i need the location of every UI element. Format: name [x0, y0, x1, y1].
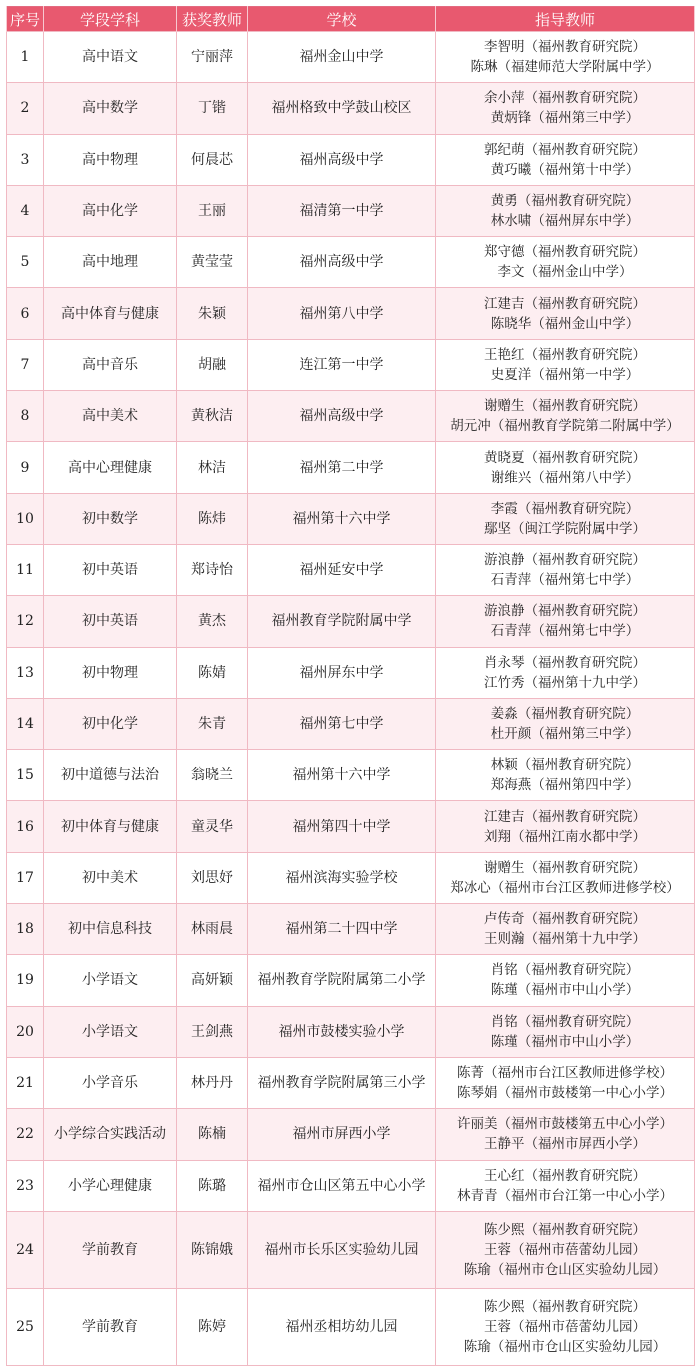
table-row: [7, 647, 695, 698]
row-subject: 高中化学: [44, 185, 177, 236]
row-school: 福州市仓山区第五中心小学: [248, 1160, 436, 1211]
row-school: 福州高级中学: [248, 391, 436, 442]
row-advisors: [436, 1211, 695, 1288]
row-subject: 初中美术: [44, 852, 177, 903]
advisor-name: 刘翔（福州江南水都中学）: [484, 828, 646, 845]
row-number: 8: [7, 391, 44, 442]
row-subject: 初中体育与健康: [44, 801, 177, 852]
table-row: [7, 596, 695, 647]
row-number: 9: [7, 442, 44, 493]
row-teacher: 胡融: [177, 339, 248, 390]
advisor-name: 王蓉（福州市蓓蕾幼儿园）: [484, 1318, 646, 1335]
advisor-name: 王心红（福州教育研究院）: [484, 1167, 646, 1184]
advisor-name: 谢赠生（福州教育研究院）: [484, 398, 646, 415]
row-teacher: 朱青: [177, 698, 248, 749]
row-school: 福州滨海实验学校: [248, 852, 436, 903]
advisor-name: 黄巧曦（福州第十中学）: [490, 161, 640, 178]
row-number: 21: [7, 1057, 44, 1108]
table-row: [7, 852, 695, 903]
advisor-name: 郑守德（福州教育研究院）: [484, 244, 646, 261]
advisor-name: 胡元冲（福州教育学院第二附属中学）: [450, 418, 680, 435]
row-subject: 初中信息科技: [44, 904, 177, 955]
advisor-name: 郑冰心（福州市台江区教师进修学校）: [450, 879, 680, 896]
row-number: 13: [7, 647, 44, 698]
row-school: 福州第八中学: [248, 288, 436, 339]
row-school: 福州丞相坊幼儿园: [248, 1288, 436, 1365]
advisor-name: 陈琴娟（福州市鼓楼第一中心小学）: [457, 1085, 673, 1102]
advisor-name: 肖永琴（福州教育研究院）: [484, 654, 646, 671]
row-number: 16: [7, 801, 44, 852]
row-number: 2: [7, 83, 44, 134]
row-advisors: [436, 955, 695, 1006]
row-teacher: 宁丽萍: [177, 32, 248, 83]
table-row: [7, 544, 695, 595]
table-row: [7, 698, 695, 749]
row-advisors: [436, 442, 695, 493]
advisor-name: 陈琳（福建师范大学附属中学）: [470, 59, 660, 76]
row-teacher: 郑诗怡: [177, 544, 248, 595]
advisor-name: 李霞（福州教育研究院）: [490, 500, 640, 517]
row-teacher: 林雨晨: [177, 904, 248, 955]
row-number: 24: [7, 1211, 44, 1288]
row-subject: 高中地理: [44, 237, 177, 288]
advisor-name: 肖铭（福州教育研究院）: [490, 1013, 640, 1030]
row-advisors: [436, 544, 695, 595]
advisor-name: 杜开颜（福州第三中学）: [490, 726, 640, 742]
advisor-name: 王蓉（福州市蓓蕾幼儿园）: [484, 1241, 646, 1258]
header-no: 序号: [7, 7, 44, 32]
row-school: 福州延安中学: [248, 544, 436, 595]
table-row: [7, 185, 695, 236]
row-number: 20: [7, 1006, 44, 1057]
row-school: 福州教育学院附属第二小学: [248, 955, 436, 1006]
advisor-name: 陈菁（福州市台江区教师进修学校）: [457, 1065, 673, 1082]
row-advisors: [436, 83, 695, 134]
advisor-name: 林青青（福州市台江第一中心小学）: [457, 1187, 673, 1204]
table-row: [7, 801, 695, 852]
row-number: 5: [7, 237, 44, 288]
row-subject: 高中物理: [44, 134, 177, 185]
row-number: 17: [7, 852, 44, 903]
row-school: 福州格致中学鼓山校区: [248, 83, 436, 134]
table-row: [7, 83, 695, 134]
table-row: [7, 955, 695, 1006]
row-teacher: 陈炜: [177, 493, 248, 544]
row-subject: 初中数学: [44, 493, 177, 544]
advisor-name: 石青萍（福州第七中学）: [490, 572, 640, 589]
row-subject: 学前教育: [44, 1211, 177, 1288]
table-row: [7, 1057, 695, 1108]
advisor-name: 陈瑾（福州市中山小学）: [490, 982, 640, 999]
row-advisors: [436, 1057, 695, 1108]
row-subject: 高中美术: [44, 391, 177, 442]
row-subject: 小学心理健康: [44, 1160, 177, 1211]
advisor-name: 郑海燕（福州第四中学）: [490, 777, 640, 794]
row-advisors: [436, 32, 695, 83]
row-number: 6: [7, 288, 44, 339]
row-subject: 初中物理: [44, 647, 177, 698]
advisor-name: 江竹秀（福州第十九中学）: [484, 674, 646, 691]
row-teacher: 童灵华: [177, 801, 248, 852]
header-school: 学校: [248, 7, 436, 32]
row-teacher: 黄秋洁: [177, 391, 248, 442]
row-teacher: 黄杰: [177, 596, 248, 647]
row-subject: 小学综合实践活动: [44, 1109, 177, 1160]
advisor-name: 王静平（福州市屏西小学）: [484, 1136, 646, 1153]
advisor-name: 黄勇（福州教育研究院）: [490, 193, 640, 210]
table-row: [7, 32, 695, 83]
table-row: [7, 1288, 695, 1365]
row-advisors: [436, 1006, 695, 1057]
row-school: 福州第十六中学: [248, 493, 436, 544]
row-advisors: [436, 288, 695, 339]
row-teacher: 刘思妤: [177, 852, 248, 903]
row-subject: 高中语文: [44, 32, 177, 83]
row-subject: 小学语文: [44, 955, 177, 1006]
row-school: 福州高级中学: [248, 237, 436, 288]
row-teacher: 王丽: [177, 185, 248, 236]
row-number: 23: [7, 1160, 44, 1211]
row-advisors: [436, 185, 695, 236]
table-row: [7, 493, 695, 544]
row-subject: 高中体育与健康: [44, 288, 177, 339]
advisor-name: 卢传奇（福州教育研究院）: [484, 911, 646, 928]
advisor-name: 黄炳锋（福州第三中学）: [490, 110, 640, 127]
row-subject: 初中道德与法治: [44, 750, 177, 801]
advisor-name: 陈晓华（福州金山中学）: [490, 315, 640, 332]
header-advisors: 指导教师: [436, 7, 695, 32]
row-teacher: 陈楠: [177, 1109, 248, 1160]
row-subject: 高中心理健康: [44, 442, 177, 493]
advisor-name: 谢维兴（福州第八中学）: [490, 469, 640, 486]
row-number: 15: [7, 750, 44, 801]
row-teacher: 陈婧: [177, 647, 248, 698]
advisor-name: 陈少熙（福州教育研究院）: [484, 1298, 646, 1315]
row-subject: 小学音乐: [44, 1057, 177, 1108]
advisor-name: 林颖（福州教育研究院）: [490, 757, 640, 774]
award-table: [6, 6, 695, 1366]
advisor-name: 江建吉（福州教育研究院）: [484, 808, 646, 825]
row-school: 福州市鼓楼实验小学: [248, 1006, 436, 1057]
row-advisors: [436, 698, 695, 749]
advisor-name: 王艳红（福州教育研究院）: [484, 346, 646, 363]
advisor-name: 史夏洋（福州第一中学）: [490, 366, 640, 383]
row-subject: 高中数学: [44, 83, 177, 134]
row-number: 3: [7, 134, 44, 185]
table-row: [7, 391, 695, 442]
row-advisors: [436, 852, 695, 903]
advisor-name: 游浪静（福州教育研究院）: [484, 552, 646, 569]
row-teacher: 丁锴: [177, 83, 248, 134]
row-subject: 学前教育: [44, 1288, 177, 1365]
advisor-name: 陈瑜（福州市仓山区实验幼儿园）: [463, 1261, 667, 1278]
row-advisors: [436, 237, 695, 288]
advisor-name: 肖铭（福州教育研究院）: [490, 962, 640, 979]
advisor-name: 李文（福州金山中学）: [497, 264, 633, 281]
row-advisors: [436, 339, 695, 390]
row-advisors: [436, 750, 695, 801]
row-teacher: 陈锦娥: [177, 1211, 248, 1288]
row-advisors: [436, 134, 695, 185]
row-number: 12: [7, 596, 44, 647]
row-advisors: [436, 1288, 695, 1365]
advisor-name: 王则瀚（福州第十九中学）: [484, 931, 646, 948]
row-advisors: [436, 1109, 695, 1160]
row-number: 22: [7, 1109, 44, 1160]
advisor-name: 许丽美（福州市鼓楼第五中心小学）: [457, 1116, 673, 1133]
row-subject: 初中英语: [44, 544, 177, 595]
advisor-name: 陈瑾（福州市中山小学）: [490, 1033, 640, 1050]
table-row: [7, 288, 695, 339]
row-number: 4: [7, 185, 44, 236]
row-school: 福清第一中学: [248, 185, 436, 236]
row-advisors: [436, 801, 695, 852]
row-school: 福州第七中学: [248, 698, 436, 749]
row-teacher: 王剑燕: [177, 1006, 248, 1057]
row-number: 10: [7, 493, 44, 544]
row-teacher: 林丹丹: [177, 1057, 248, 1108]
row-number: 14: [7, 698, 44, 749]
header-teacher: 获奖教师: [177, 7, 248, 32]
table-header: [7, 7, 695, 32]
row-school: 福州市长乐区实验幼儿园: [248, 1211, 436, 1288]
row-teacher: 高妍颖: [177, 955, 248, 1006]
row-advisors: [436, 647, 695, 698]
advisor-name: 石青萍（福州第七中学）: [490, 623, 640, 640]
advisor-name: 黄晓夏（福州教育研究院）: [484, 449, 646, 466]
row-school: 福州第二十四中学: [248, 904, 436, 955]
row-teacher: 林洁: [177, 442, 248, 493]
row-school: 福州高级中学: [248, 134, 436, 185]
advisor-name: 江建吉（福州教育研究院）: [484, 295, 646, 312]
header-subject: 学段学科: [44, 7, 177, 32]
row-number: 7: [7, 339, 44, 390]
advisor-name: 李智明（福州教育研究院）: [484, 39, 646, 56]
row-teacher: 翁晓兰: [177, 750, 248, 801]
row-school: 福州金山中学: [248, 32, 436, 83]
advisor-name: 林水啸（福州屏东中学）: [490, 213, 640, 230]
advisor-name: 姜淼（福州教育研究院）: [490, 706, 640, 722]
table-row: [7, 1109, 695, 1160]
row-subject: 初中英语: [44, 596, 177, 647]
row-number: 18: [7, 904, 44, 955]
row-number: 19: [7, 955, 44, 1006]
row-school: 福州第十六中学: [248, 750, 436, 801]
table-row: [7, 339, 695, 390]
table-row: [7, 750, 695, 801]
row-school: 福州教育学院附属第三小学: [248, 1057, 436, 1108]
row-number: 25: [7, 1288, 44, 1365]
row-teacher: 朱颖: [177, 288, 248, 339]
table-row: [7, 1006, 695, 1057]
row-subject: 初中化学: [44, 698, 177, 749]
advisor-name: 陈瑜（福州市仓山区实验幼儿园）: [463, 1338, 667, 1355]
table-row: [7, 442, 695, 493]
row-school: 福州第四十中学: [248, 801, 436, 852]
row-teacher: 黄莹莹: [177, 237, 248, 288]
row-advisors: [436, 596, 695, 647]
advisor-name: 游浪静（福州教育研究院）: [484, 603, 646, 620]
table-row: [7, 904, 695, 955]
advisor-name: 鄢坚（闽江学院附属中学）: [484, 520, 646, 537]
row-advisors: [436, 391, 695, 442]
row-teacher: 陈婷: [177, 1288, 248, 1365]
row-advisors: [436, 1160, 695, 1211]
row-advisors: [436, 493, 695, 544]
advisor-name: 陈少熙（福州教育研究院）: [484, 1221, 646, 1238]
row-teacher: 陈璐: [177, 1160, 248, 1211]
row-school: 连江第一中学: [248, 339, 436, 390]
advisor-name: 余小萍（福州教育研究院）: [484, 90, 646, 107]
table-row: [7, 1211, 695, 1288]
row-subject: 高中音乐: [44, 339, 177, 390]
row-school: 福州屏东中学: [248, 647, 436, 698]
row-school: 福州市屏西小学: [248, 1109, 436, 1160]
advisor-name: 郭纪萌（福州教育研究院）: [484, 141, 646, 158]
row-teacher: 何晨芯: [177, 134, 248, 185]
table-row: [7, 237, 695, 288]
table-body: [7, 32, 695, 1366]
row-subject: 小学语文: [44, 1006, 177, 1057]
row-school: 福州教育学院附属中学: [248, 596, 436, 647]
table-row: [7, 1160, 695, 1211]
row-advisors: [436, 904, 695, 955]
row-number: 1: [7, 32, 44, 83]
row-number: 11: [7, 544, 44, 595]
header-row: [7, 7, 695, 32]
table-row: [7, 134, 695, 185]
row-school: 福州第二中学: [248, 442, 436, 493]
advisor-name: 谢赠生（福州教育研究院）: [484, 859, 646, 876]
